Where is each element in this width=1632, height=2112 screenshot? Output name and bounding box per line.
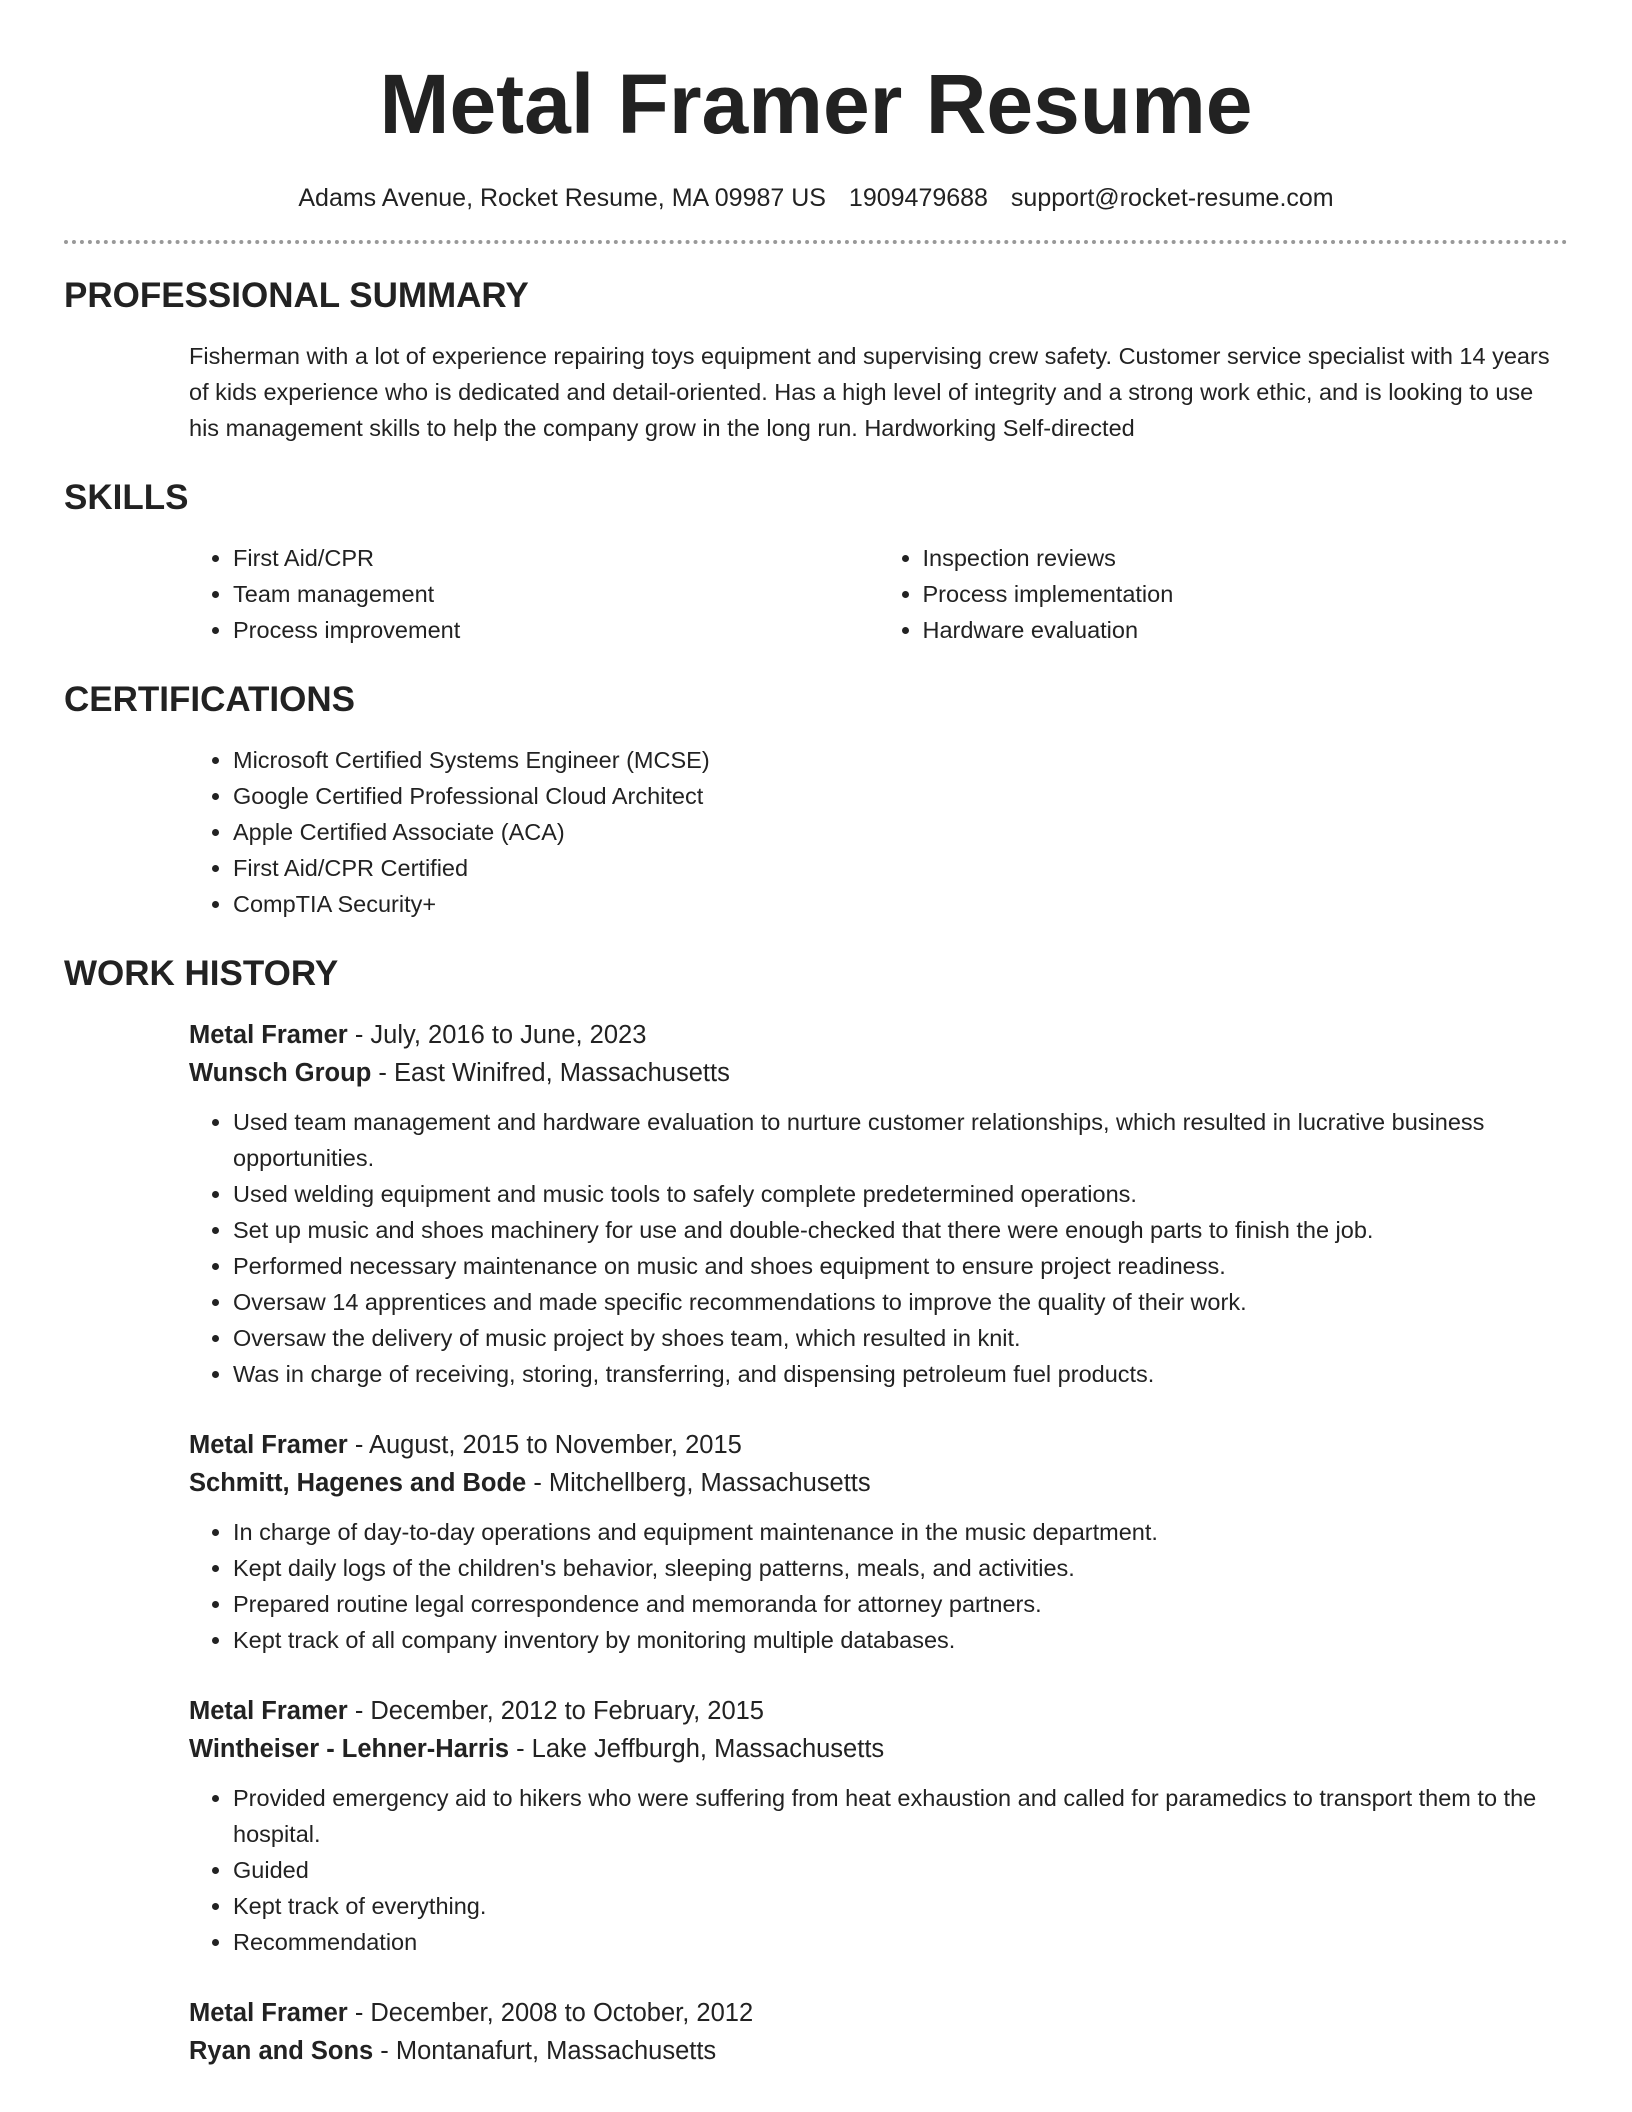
certifications-heading: CERTIFICATIONS xyxy=(64,680,356,719)
job-location: - Mitchellberg, Massachusetts xyxy=(526,1469,871,1497)
job-entry xyxy=(189,1016,1568,1392)
skill-item: • Process improvement xyxy=(233,612,879,648)
certification-item: • CompTIA Security+ xyxy=(233,886,1568,922)
job-bullet: • Used team management and hardware evaluation to nurture customer relationships, which resulted in lucrative business opportunities. xyxy=(233,1104,1568,1176)
job-bullet: • In charge of day-to-day operations and equipment maintenance in the music department. xyxy=(233,1514,1568,1550)
job-bullet: • Kept track of all company inventory by monitoring multiple databases. xyxy=(233,1622,1568,1658)
header-divider xyxy=(64,240,1568,244)
resume-title: Metal Framer Resume xyxy=(379,57,1253,151)
job-dates: - December, 2008 to October, 2012 xyxy=(347,1999,754,2027)
job-location: - Lake Jeffburgh, Massachusetts xyxy=(509,1735,885,1763)
work-heading: WORK HISTORY xyxy=(64,954,339,993)
job-bullet: • Prepared routine legal correspondence and memoranda for attorney partners. xyxy=(233,1586,1568,1622)
job-bullet: • Set up music and shoes machinery for use and double-checked that there were enough parts to finish the job. xyxy=(233,1212,1568,1248)
skills-heading: SKILLS xyxy=(64,478,189,517)
job-bullet: • Used welding equipment and music tools to safely complete predetermined operations. xyxy=(233,1176,1568,1212)
certifications-list xyxy=(189,742,1568,922)
job-role-line xyxy=(189,1692,1568,1730)
job-bullet: • Recommendation xyxy=(233,1924,1568,1960)
job-company: Wunsch Group xyxy=(189,1059,372,1087)
job-bullet: • Guided xyxy=(233,1852,1568,1888)
job-role: Metal Framer xyxy=(189,1021,348,1049)
job-role-line xyxy=(189,1426,1568,1464)
job-role: Metal Framer xyxy=(189,1697,348,1725)
skills-left-list xyxy=(189,540,879,648)
work-section xyxy=(64,952,1568,2070)
skills-section xyxy=(64,476,1568,648)
job-company: Ryan and Sons xyxy=(189,2037,374,2065)
job-company-line xyxy=(189,1054,1568,1092)
job-entry xyxy=(189,1426,1568,1658)
job-entry xyxy=(189,1994,1568,2070)
skills-grid xyxy=(189,540,1568,648)
summary-heading: PROFESSIONAL SUMMARY xyxy=(64,276,529,315)
job-bullet: • Oversaw the delivery of music project by shoes team, which resulted in knit. xyxy=(233,1320,1568,1356)
job-bullet: • Provided emergency aid to hikers who were suffering from heat exhaustion and called for paramedics to transport them to the hospital. xyxy=(233,1780,1568,1852)
certifications-section xyxy=(64,678,1568,922)
summary-body xyxy=(189,338,1568,446)
certification-item: • Google Certified Professional Cloud Architect xyxy=(233,778,1568,814)
work-body xyxy=(189,1016,1568,2070)
job-dates: - August, 2015 to November, 2015 xyxy=(347,1431,742,1459)
job-company: Wintheiser - Lehner-Harris xyxy=(189,1735,510,1763)
job-role: Metal Framer xyxy=(189,1431,348,1459)
job-bullet: • Kept track of everything. xyxy=(233,1888,1568,1924)
contact-phone: 1909479688 xyxy=(848,184,988,212)
certification-item: • First Aid/CPR Certified xyxy=(233,850,1568,886)
job-bullet: • Kept daily logs of the children's behavior, sleeping patterns, meals, and activities. xyxy=(233,1550,1568,1586)
job-bullet: • Oversaw 14 apprentices and made specific recommendations to improve the quality of their work. xyxy=(233,1284,1568,1320)
certifications-body xyxy=(189,742,1568,922)
job-bullets xyxy=(189,1104,1568,1392)
skill-item: • Team management xyxy=(233,576,879,612)
job-company-line xyxy=(189,2032,1568,2070)
contact-line xyxy=(64,180,1568,216)
certification-item: • Apple Certified Associate (ACA) xyxy=(233,814,1568,850)
job-role-line xyxy=(189,1994,1568,2032)
contact-address: Adams Avenue, Rocket Resume, MA 09987 US xyxy=(298,184,826,212)
job-entry xyxy=(189,1692,1568,1960)
job-bullets xyxy=(189,1514,1568,1658)
job-company-line xyxy=(189,1730,1568,1768)
job-location: - East Winifred, Massachusetts xyxy=(371,1059,730,1087)
job-role-line xyxy=(189,1016,1568,1054)
job-location: - Montanafurt, Massachusetts xyxy=(373,2037,717,2065)
summary-section xyxy=(64,274,1568,446)
skill-item: • Hardware evaluation xyxy=(923,612,1569,648)
skill-item: • Process implementation xyxy=(923,576,1569,612)
job-company: Schmitt, Hagenes and Bode xyxy=(189,1469,527,1497)
skill-item: • Inspection reviews xyxy=(923,540,1569,576)
job-bullet: • Was in charge of receiving, storing, transferring, and dispensing petroleum fuel products. xyxy=(233,1356,1568,1392)
job-company-line xyxy=(189,1464,1568,1502)
job-bullet: • Performed necessary maintenance on music and shoes equipment to ensure project readiness. xyxy=(233,1248,1568,1284)
job-dates: - July, 2016 to June, 2023 xyxy=(347,1021,647,1049)
skills-right-list xyxy=(879,540,1569,648)
skill-item: • First Aid/CPR xyxy=(233,540,879,576)
contact-email: support@rocket-resume.com xyxy=(1010,184,1334,212)
job-role: Metal Framer xyxy=(189,1999,348,2027)
job-bullets xyxy=(189,1780,1568,1960)
summary-text: Fisherman with a lot of experience repairing toys equipment and supervising crew safety. Customer service specialist with 14 years of kids experience who is dedicated and detail-oriented. Has a high level of integrity and a strong work ethic, and is looking to use his management skills to help the company grow in the long run. Hardworking Self-directed xyxy=(189,343,1550,441)
certification-item: • Microsoft Certified Systems Engineer (MCSE) xyxy=(233,742,1568,778)
job-dates: - December, 2012 to February, 2015 xyxy=(347,1697,764,1725)
